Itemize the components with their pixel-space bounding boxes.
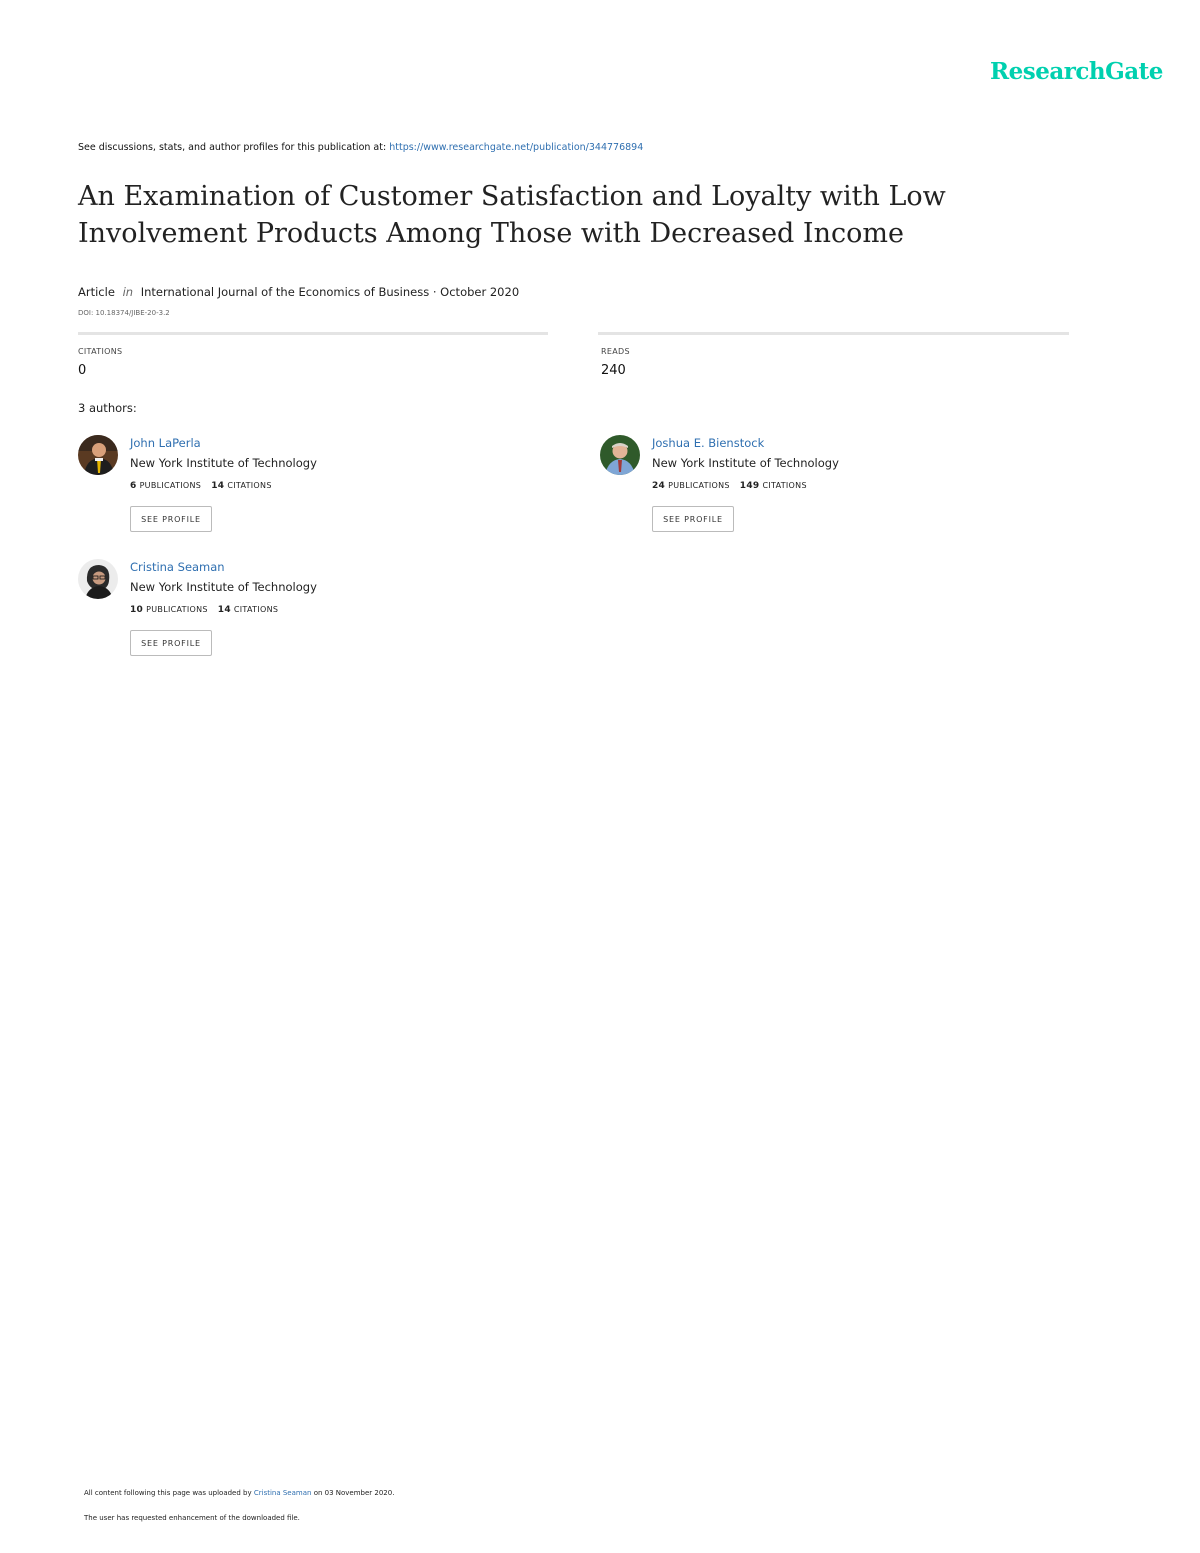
reads-value: 240 [601,363,626,378]
author-institution: New York Institute of Technology [652,456,839,470]
in-label: in [122,285,134,299]
author-counts [652,481,807,491]
author-name[interactable]: John LaPerla [130,436,201,450]
publication-title: An Examination of Customer Satisfaction and Loyalty with Low Involvement Products Among Those with Decreased Income [78,181,946,249]
publication-link[interactable]: https://www.researchgate.net/publication/344776894 [389,142,644,153]
publication-count: 24 [652,481,666,491]
author-card [78,559,518,669]
uploader-link[interactable]: Cristina Seaman [253,1489,312,1497]
enhancement-note: The user has requested enhancement of the downloaded file. [84,1514,300,1522]
author-institution: New York Institute of Technology [130,456,317,470]
citations-label: CITATIONS [233,605,279,614]
divider-right [598,332,1069,335]
citations-label: CITATIONS [762,481,807,490]
publications-label: PUBLICATIONS [139,481,202,490]
see-profile-button[interactable]: SEE PROFILE [130,630,212,656]
author-counts [130,605,278,615]
authors-heading: 3 authors: [78,401,137,415]
researchgate-logo[interactable]: ResearchGate [990,58,1163,85]
author-name[interactable]: Cristina Seaman [130,560,225,574]
avatar[interactable] [600,435,640,475]
author-counts [130,481,272,491]
citation-count: 149 [739,481,760,491]
publication-type: Article [78,285,115,299]
discussion-text: See discussions, stats, and author profiles for this publication at: [78,142,387,153]
author-institution: New York Institute of Technology [130,580,317,594]
publications-label: PUBLICATIONS [146,605,208,614]
see-profile-button[interactable]: SEE PROFILE [130,506,212,532]
doi: DOI: 10.18374/JIBE-20-3.2 [78,309,170,317]
publication-count: 10 [130,605,144,615]
citations-label: CITATIONS [227,481,272,490]
author-card [78,435,518,545]
discussion-line [78,142,643,153]
citations-label: CITATIONS [78,347,123,356]
avatar[interactable] [78,435,118,475]
reads-label: READS [601,347,630,356]
citations-value: 0 [78,363,87,378]
upload-note [84,1489,394,1497]
journal-date: International Journal of the Economics of Business · October 2020 [140,285,520,299]
publication-meta [78,285,519,299]
upload-suffix: on 03 November 2020. [313,1489,395,1497]
upload-prefix: All content following this page was uploaded by [84,1489,252,1497]
publication-count: 6 [130,481,137,491]
author-card [600,435,1040,545]
publications-label: PUBLICATIONS [668,481,730,490]
citation-count: 14 [217,605,231,615]
citation-count: 14 [211,481,225,491]
author-name[interactable]: Joshua E. Bienstock [652,436,765,450]
see-profile-button[interactable]: SEE PROFILE [652,506,734,532]
avatar[interactable] [78,559,118,599]
divider-left [78,332,548,335]
